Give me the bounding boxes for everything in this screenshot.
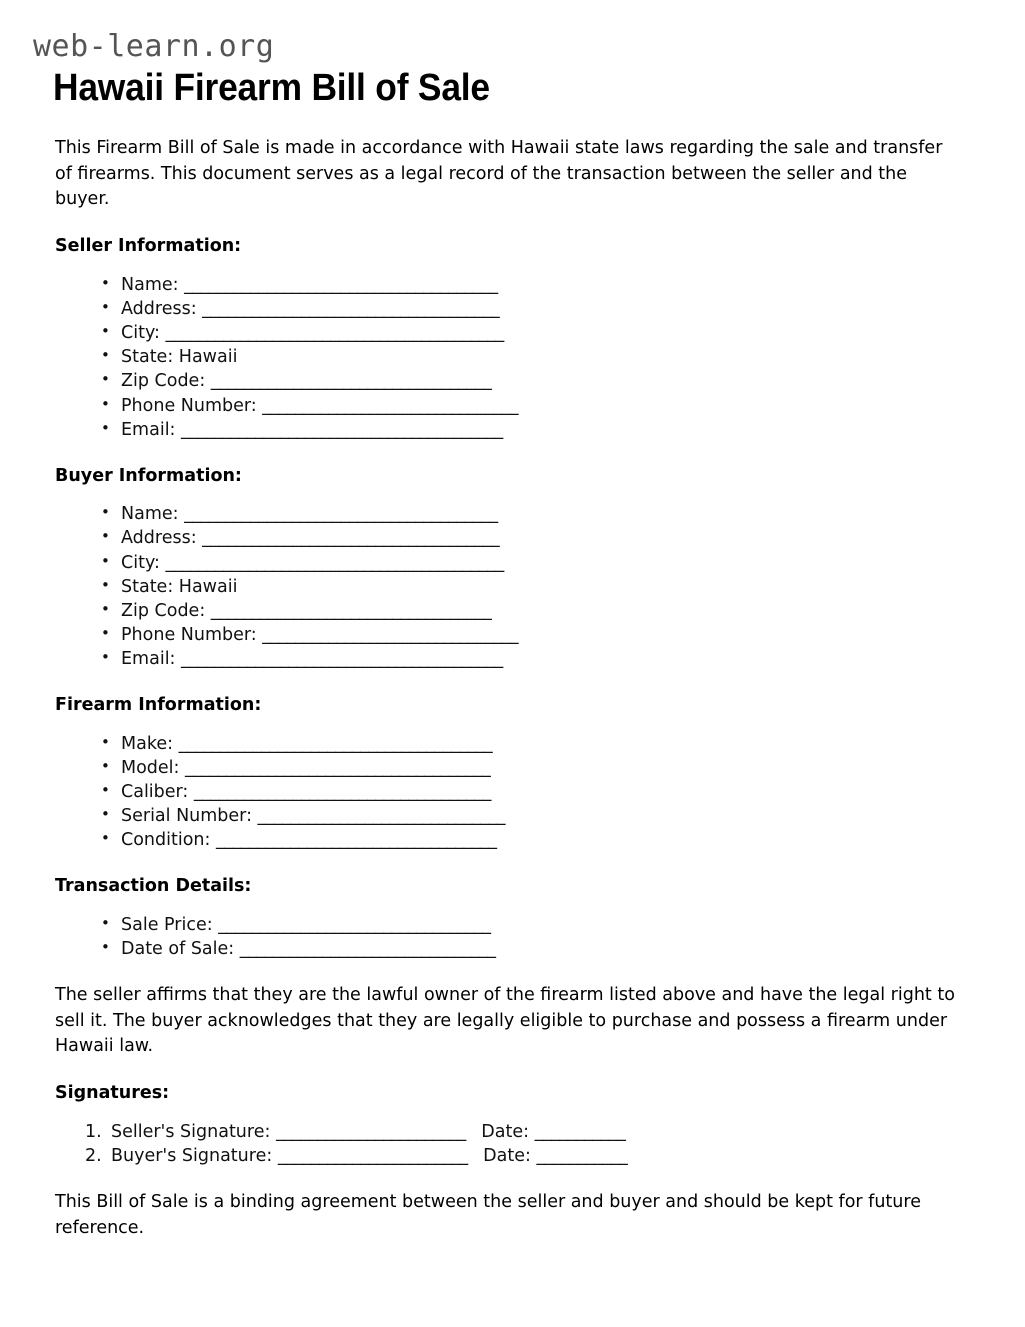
firearm-information-heading: Firearm Information: <box>55 695 262 716</box>
field-label: Phone Number: <box>121 395 257 416</box>
field-buyer-email <box>101 647 985 671</box>
field-label: Zip Code: <box>121 600 206 621</box>
field-label: Email: <box>121 419 176 440</box>
buyer-information-list <box>33 502 985 671</box>
field-label: Address: <box>121 298 197 319</box>
field-blank[interactable]: __________________________________ <box>210 371 492 392</box>
field-blank[interactable]: _____________________________________ <box>185 757 491 778</box>
field-buyer-city <box>101 551 985 575</box>
signature-row-buyer <box>85 1144 985 1168</box>
field-firearm-condition <box>101 828 985 852</box>
field-blank[interactable]: ______________________________________ <box>184 274 498 295</box>
field-label: Caliber: <box>121 782 189 803</box>
field-blank[interactable]: ______________________________________ <box>178 733 493 754</box>
field-label: Sale Price: <box>121 914 213 935</box>
buyer-information-heading: Buyer Information: <box>55 465 242 486</box>
field-label: Model: <box>121 757 180 778</box>
field-seller-name <box>101 273 985 297</box>
field-blank[interactable]: ____________________________________ <box>193 782 491 803</box>
field-label: Condition: <box>121 830 211 851</box>
field-blank[interactable]: ______________________________________ <box>184 504 498 525</box>
field-sale-price <box>101 913 985 937</box>
signature-date-blank[interactable]: ___________ <box>536 1146 628 1167</box>
signature-blank[interactable]: _______________________ <box>275 1121 466 1142</box>
field-label: Phone Number: <box>121 625 257 645</box>
signature-date-label: Date: <box>483 1146 531 1167</box>
field-firearm-serial-number <box>101 804 985 828</box>
field-buyer-phone-number <box>101 623 985 647</box>
closing-paragraph: This Bill of Sale is a binding agreement between the seller and buyer and should be kept for future reference. <box>55 1192 921 1238</box>
field-firearm-caliber <box>101 780 985 804</box>
field-blank[interactable]: __________________________________ <box>210 600 492 621</box>
field-value: Hawaii <box>178 576 238 597</box>
field-blank[interactable]: ____________________________________ <box>202 298 500 319</box>
field-blank[interactable]: __________________________________ <box>215 830 497 851</box>
field-blank[interactable]: _______________________________________ <box>181 419 503 440</box>
field-seller-email <box>101 418 985 442</box>
site-logo: web-learn.org <box>33 29 275 64</box>
field-date-of-sale <box>101 937 985 961</box>
field-label: City: <box>121 552 160 573</box>
signature-blank[interactable]: _______________________ <box>277 1146 468 1167</box>
field-firearm-model <box>101 756 985 780</box>
field-label: Serial Number: <box>121 806 252 827</box>
seller-information-list <box>33 273 985 442</box>
field-label: City: <box>121 323 160 344</box>
field-seller-zip-code <box>101 369 985 393</box>
signature-date-label: Date: <box>481 1121 530 1142</box>
transaction-details-heading: Transaction Details: <box>55 876 252 897</box>
signature-label: Buyer's Signature: <box>111 1146 273 1167</box>
signature-label: Seller's Signature: <box>111 1121 271 1142</box>
field-buyer-state <box>101 575 985 599</box>
field-seller-city <box>101 321 985 345</box>
field-blank[interactable]: _________________________________________ <box>165 323 504 344</box>
field-label: Date of Sale: <box>121 939 235 960</box>
field-label: State: <box>121 347 174 368</box>
field-label: State: <box>121 576 174 597</box>
field-seller-state <box>101 345 985 369</box>
intro-paragraph: This Firearm Bill of Sale is made in accordance with Hawaii state laws regarding the sale and transfer of firearms. This document serves as a legal record of the transaction between the seller and the buyer. <box>55 138 943 209</box>
field-firearm-make <box>101 732 985 756</box>
signatures-list <box>33 1120 985 1168</box>
page-title: Hawaii Firearm Bill of Sale <box>53 66 490 109</box>
field-blank[interactable]: _________________________________ <box>218 914 491 935</box>
field-label: Name: <box>121 504 179 525</box>
signature-row-seller <box>85 1120 985 1144</box>
field-label: Make: <box>121 733 173 754</box>
field-seller-phone-number <box>101 394 985 418</box>
field-buyer-zip-code <box>101 599 985 623</box>
field-blank[interactable]: ____________________________________ <box>202 528 500 549</box>
field-seller-address <box>101 297 985 321</box>
seller-information-heading: Seller Information: <box>55 236 242 257</box>
affirmation-paragraph: The seller affirms that they are the lawful owner of the firearm listed above and have the legal right to sell it. The buyer acknowledges that they are legally eligible to purchase and possess a firearm under Hawaii law. <box>55 985 955 1057</box>
field-blank[interactable]: _______________________________ <box>262 395 518 416</box>
field-buyer-address <box>101 526 985 550</box>
field-blank[interactable]: _______________________________________ <box>181 649 503 670</box>
field-buyer-name <box>101 502 985 526</box>
transaction-details-list <box>33 913 985 961</box>
signature-date-blank[interactable]: ___________ <box>534 1121 626 1142</box>
field-label: Zip Code: <box>121 371 206 392</box>
field-blank[interactable]: _______________________________ <box>239 939 496 960</box>
firearm-information-list <box>33 732 985 853</box>
field-blank[interactable]: _________________________________________ <box>165 552 504 573</box>
field-label: Address: <box>121 528 197 549</box>
field-value: Hawaii <box>178 347 238 368</box>
field-label: Name: <box>121 274 179 295</box>
field-blank[interactable]: _______________________________ <box>262 625 518 645</box>
signatures-heading: Signatures: <box>55 1083 170 1104</box>
field-label: Email: <box>121 649 176 670</box>
field-blank[interactable]: ______________________________ <box>257 806 506 827</box>
